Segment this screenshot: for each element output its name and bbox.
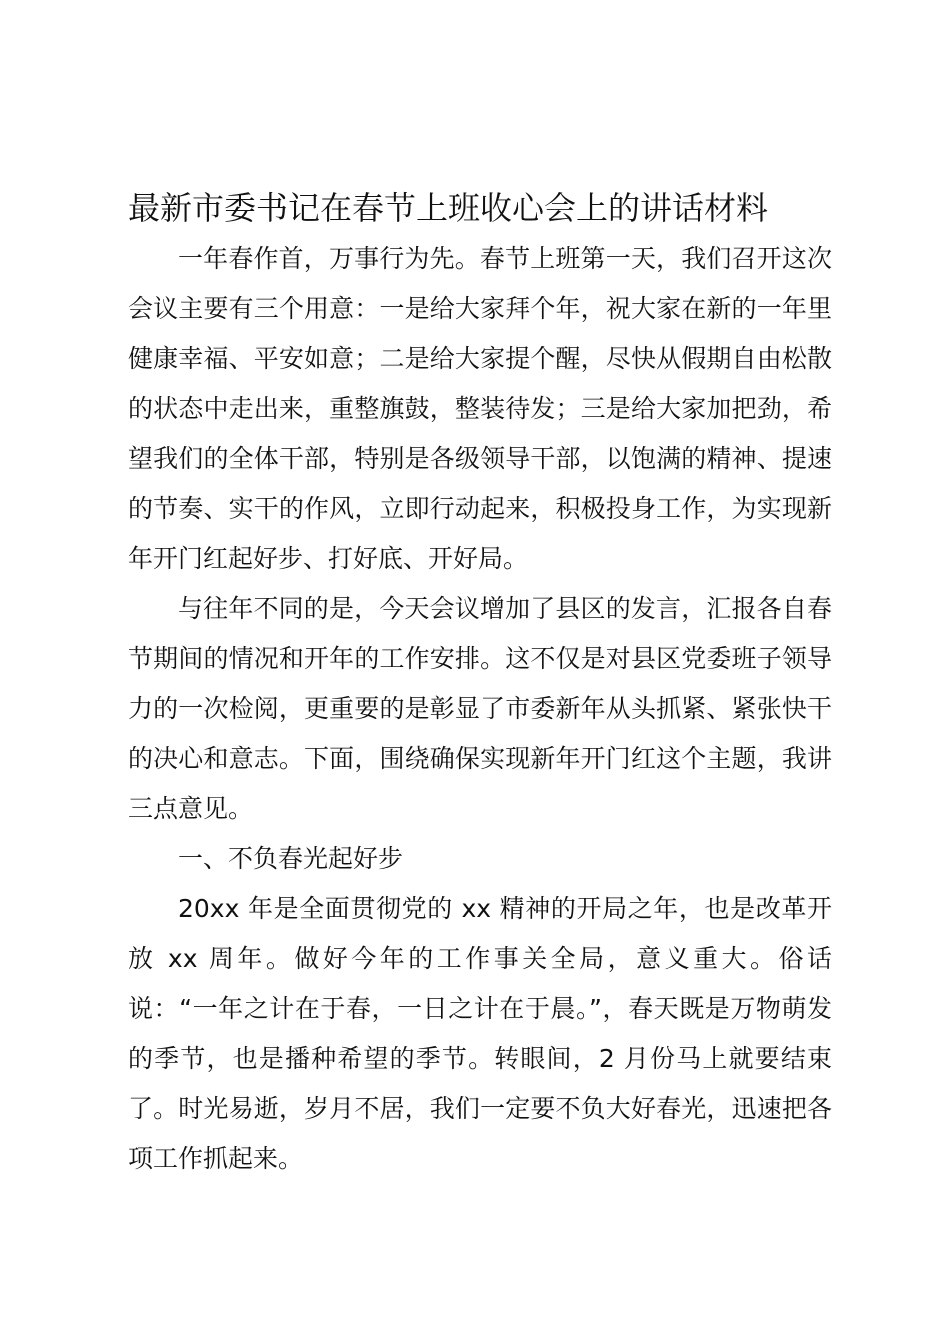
paragraph-meeting: 与往年不同的是，今天会议增加了县区的发言，汇报各自春节期间的情况和开年的工作安排。这不仅是对县区党委班子领导力的一次检阅，更重要的是彰显了市委新年从头抓紧、紧张快干的决心和意志。下面，围绕确保实现新年开门红这个主题，我讲三点意见。: [128, 594, 832, 823]
document-body: [128, 182, 832, 1184]
section-heading: 一、不负春光起好步: [178, 844, 404, 873]
paragraph-intro: 一年春作首，万事行为先。春节上班第一天，我们召开这次会议主要有三个用意：一是给大家拜个年，祝大家在新的一年里健康幸福、平安如意；二是给大家提个醒，尽快从假期自由松散的状态中走出来，重整旗鼓，整装待发；三是给大家加把劲，希望我们的全体干部，特别是各级领导干部，以饱满的精神、提速的节奏、实干的作风，立即行动起来，积极投身工作，为实现新年开门红起好步、打好底、开好局。: [128, 244, 832, 573]
document-title: 最新市委书记在春节上班收心会上的讲话材料: [128, 189, 769, 227]
paragraph-section-1: 20xx 年是全面贯彻党的 xx 精神的开局之年，也是改革开放 xx 周年。做好今年的工作事关全局，意义重大。俗话说：“一年之计在于春，一日之计在于晨。”，春天既是万物萌发的季节，也是播种希望的季节。转眼间，2 月份马上就要结束了。时光易逝，岁月不居，我们一定要不负大好春光，迅速把各项工作抓起来。: [128, 894, 832, 1173]
